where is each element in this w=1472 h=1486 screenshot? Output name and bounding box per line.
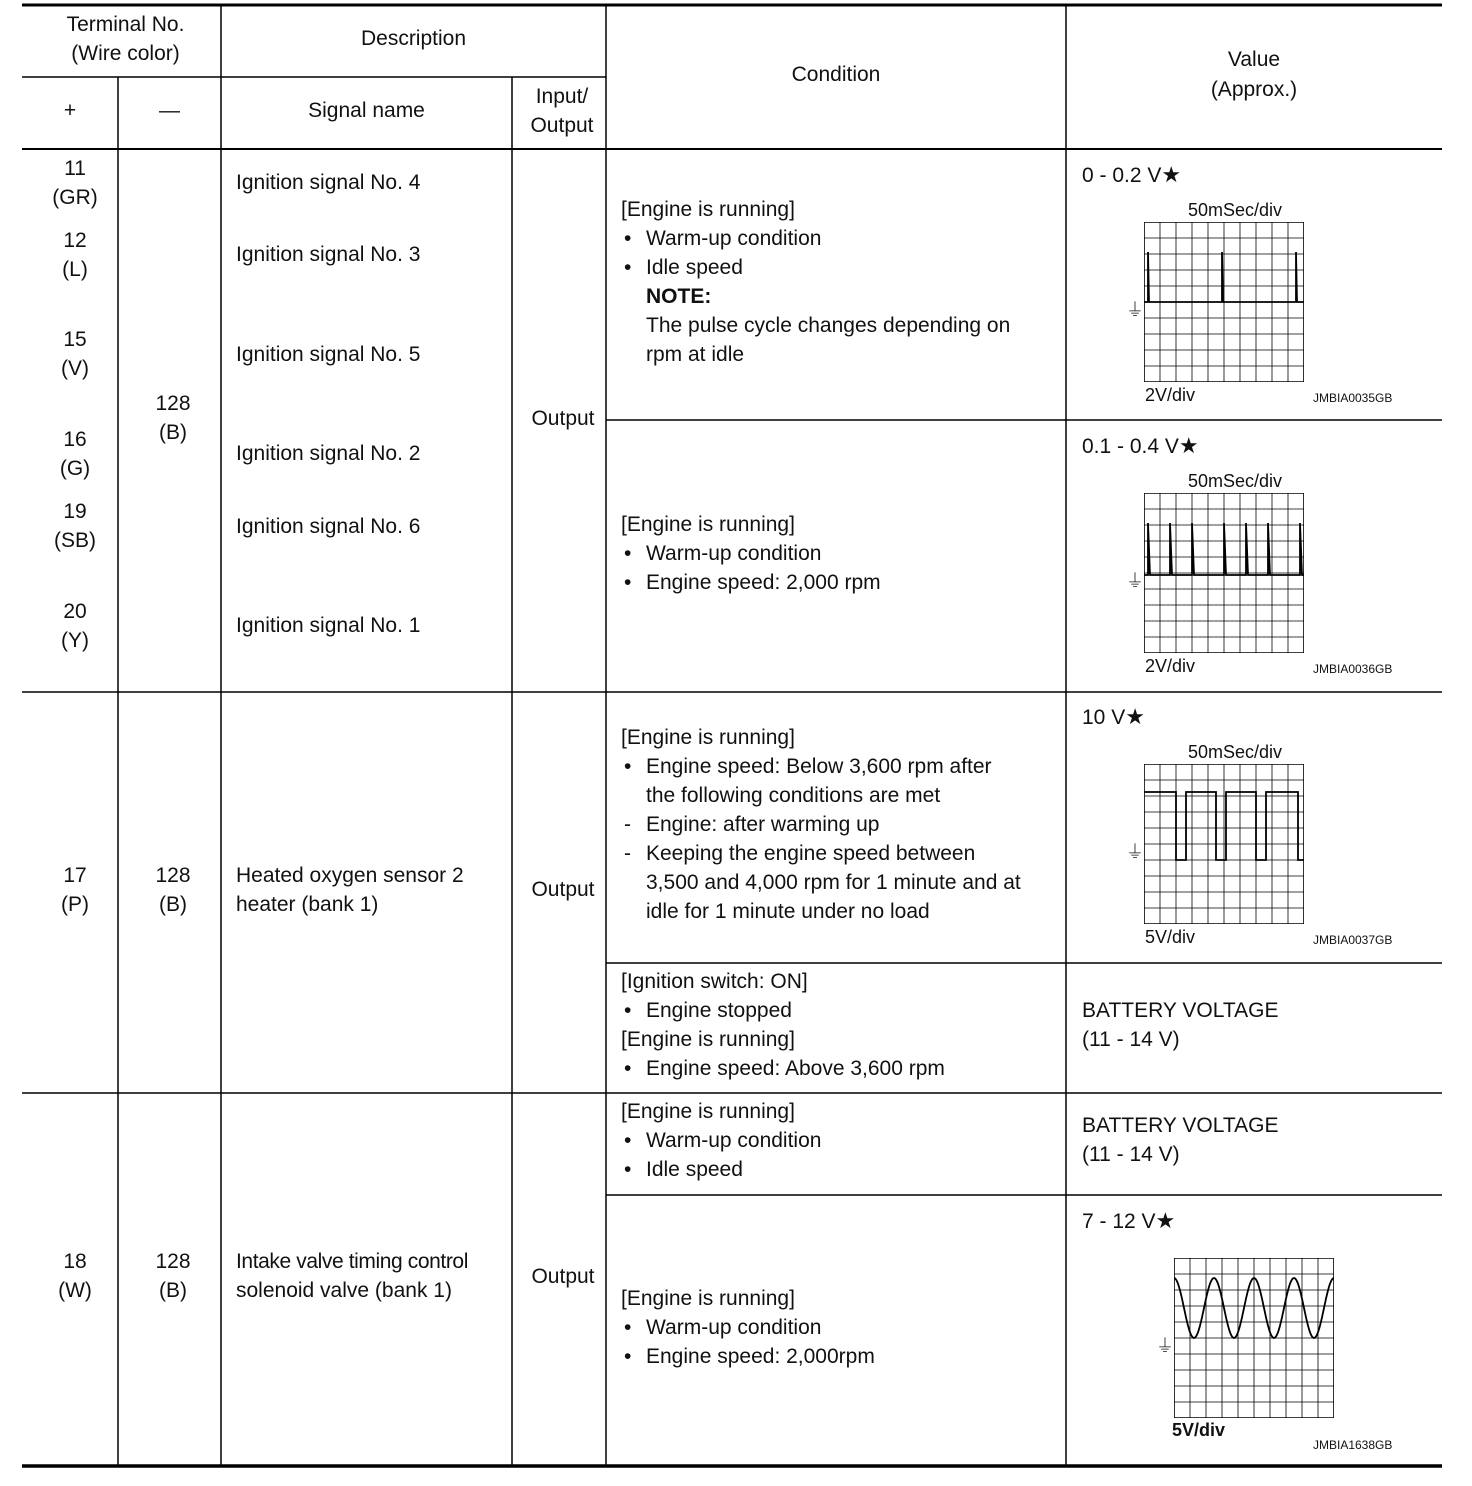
wire-color: (P): [61, 893, 89, 916]
condition-bullet: • Engine speed: 2,000 rpm: [624, 571, 881, 594]
condition-note: The pulse cycle changes depending on: [646, 314, 1011, 337]
ground-wire-color: (B): [159, 421, 187, 444]
condition-heading: [Engine is running]: [621, 726, 795, 749]
star-icon: ★: [1161, 162, 1182, 187]
wire-color: (SB): [54, 529, 96, 552]
value-text: (11 - 14 V): [1082, 1028, 1180, 1051]
condition-bullet: • Engine speed: Above 3,600 rpm: [624, 1057, 945, 1080]
ground-icon: ⏚: [1126, 571, 1144, 591]
ground-terminal-number: 128: [155, 1250, 191, 1273]
terminal-number: 12: [63, 229, 87, 252]
figure-code: JMBIA0036GB: [1313, 662, 1393, 676]
scope-grid: [1144, 222, 1304, 382]
condition-heading: [Engine is running]: [621, 198, 795, 221]
oscilloscope-waveform: [1120, 738, 1420, 954]
io-type: Output: [531, 1265, 595, 1288]
terminal-number: 11: [64, 157, 86, 180]
signal-name: Ignition signal No. 1: [236, 614, 421, 637]
condition-text: [621, 195, 1010, 369]
oscilloscope-waveform: [1120, 196, 1420, 412]
scope-grid: [1144, 493, 1304, 653]
scope-grid: [1144, 764, 1304, 924]
header-value: Value: [1227, 48, 1281, 71]
condition-note: rpm at idle: [646, 343, 745, 366]
ground-terminal-number: 128: [155, 392, 191, 415]
wire-color: (GR): [52, 186, 98, 209]
waveform-trace: [1144, 523, 1304, 575]
condition-text: [621, 510, 881, 597]
terminal-number: 17: [63, 864, 87, 887]
condition-bullet: • Warm-up condition: [624, 542, 822, 565]
condition-note-label: NOTE:: [646, 285, 712, 308]
header-plus: +: [63, 99, 77, 122]
signal-name: Intake valve timing control: [236, 1250, 468, 1273]
figure-code: JMBIA0037GB: [1313, 933, 1393, 947]
condition-text: [621, 967, 945, 1083]
wire-color: (L): [62, 258, 88, 281]
terminal-number: 15: [63, 328, 87, 351]
ground-wire-color: (B): [159, 893, 187, 916]
condition-bullet: • Idle speed: [624, 256, 743, 279]
condition-bullet: • Engine speed: 2,000rpm: [624, 1345, 875, 1368]
io-type: Output: [531, 407, 595, 430]
ground-icon: ⏚: [1126, 300, 1144, 320]
signal-name: heater (bank 1): [236, 893, 379, 916]
scope-time-div: 50mSec/div: [1188, 742, 1283, 762]
signal-name: Ignition signal No. 6: [236, 515, 421, 538]
figure-code: JMBIA1638GB: [1313, 1438, 1393, 1452]
condition-text: [621, 723, 1021, 926]
value-text: (11 - 14 V): [1082, 1143, 1180, 1166]
wire-color: (W): [58, 1279, 92, 1302]
condition-heading: [Engine is running]: [621, 513, 795, 536]
scope-grid: [1174, 1258, 1334, 1418]
terminal-number: 16: [63, 428, 87, 451]
terminal-number: 18: [63, 1250, 87, 1273]
header-input: Input/: [535, 85, 589, 108]
header-minus: —: [159, 99, 180, 122]
star-icon: ★: [1125, 704, 1145, 729]
terminal-number: 20: [63, 600, 87, 623]
value-text: 0 - 0.2 V★: [1082, 162, 1182, 187]
star-icon: ★: [1178, 433, 1199, 458]
header-terminal-no: Terminal No.: [66, 13, 185, 36]
condition-line: 3,500 and 4,000 rpm for 1 minute and at: [646, 871, 1021, 894]
condition-heading: [Engine is running]: [621, 1287, 795, 1310]
header-approx: (Approx.): [1210, 78, 1298, 101]
signal-name: solenoid valve (bank 1): [236, 1279, 452, 1302]
scope-time-div: 50mSec/div: [1188, 200, 1283, 220]
wire-color: (Y): [61, 629, 89, 652]
condition-line: idle for 1 minute under no load: [646, 900, 930, 923]
scope-time-div: 50mSec/div: [1188, 471, 1283, 491]
condition-line: the following conditions are met: [646, 784, 941, 807]
condition-bullet: • Engine speed: Below 3,600 rpm after: [624, 755, 992, 778]
condition-text: [621, 1097, 821, 1184]
condition-heading: [Engine is running]: [621, 1028, 795, 1051]
header-condition: Condition: [791, 63, 881, 86]
condition-heading: [Engine is running]: [621, 1100, 795, 1123]
condition-bullet: • Warm-up condition: [624, 227, 822, 250]
signal-name: Ignition signal No. 3: [236, 243, 421, 266]
signal-name: Ignition signal No. 4: [236, 171, 421, 194]
signal-name: Ignition signal No. 2: [236, 442, 421, 465]
condition-text: [621, 1284, 875, 1371]
condition-bullet: • Warm-up condition: [624, 1316, 822, 1339]
scope-volt-div: 5V/div: [1172, 1420, 1226, 1440]
ground-terminal-number: 128: [155, 864, 191, 887]
figure-code: JMBIA0035GB: [1313, 391, 1393, 405]
condition-dash: - Engine: after warming up: [624, 813, 880, 836]
scope-volt-div: 2V/div: [1145, 385, 1196, 405]
header-wire-color: (Wire color): [71, 42, 180, 65]
value-text: 7 - 12 V★: [1082, 1208, 1176, 1233]
condition-bullet: • Warm-up condition: [624, 1129, 822, 1152]
header-output: Output: [530, 114, 594, 137]
io-type: Output: [531, 878, 595, 901]
signal-name: Heated oxygen sensor 2: [236, 864, 464, 887]
scope-volt-div: 2V/div: [1145, 656, 1196, 676]
star-icon: ★: [1155, 1208, 1176, 1233]
signal-name: Ignition signal No. 5: [236, 343, 421, 366]
value-text: 0.1 - 0.4 V★: [1082, 433, 1199, 458]
terminal-number: 19: [63, 500, 87, 523]
ground-icon: ⏚: [1156, 1336, 1174, 1356]
header-signal-name: Signal name: [308, 99, 425, 122]
ground-wire-color: (B): [159, 1279, 187, 1302]
condition-bullet: • Engine stopped: [624, 999, 792, 1022]
value-text: BATTERY VOLTAGE: [1082, 1114, 1279, 1137]
condition-heading: [Ignition switch: ON]: [621, 970, 808, 993]
value-text: 10 V★: [1082, 704, 1145, 729]
wire-color: (G): [59, 457, 91, 480]
oscilloscope-waveform: [1150, 1254, 1420, 1459]
header-description: Description: [360, 27, 467, 50]
condition-bullet: • Idle speed: [624, 1158, 743, 1181]
ground-icon: ⏚: [1126, 842, 1144, 862]
wire-color: (V): [61, 357, 89, 380]
scope-volt-div: 5V/div: [1145, 927, 1196, 947]
value-text: BATTERY VOLTAGE: [1082, 999, 1279, 1022]
oscilloscope-waveform: [1120, 467, 1420, 683]
condition-dash: - Keeping the engine speed between: [624, 842, 976, 865]
